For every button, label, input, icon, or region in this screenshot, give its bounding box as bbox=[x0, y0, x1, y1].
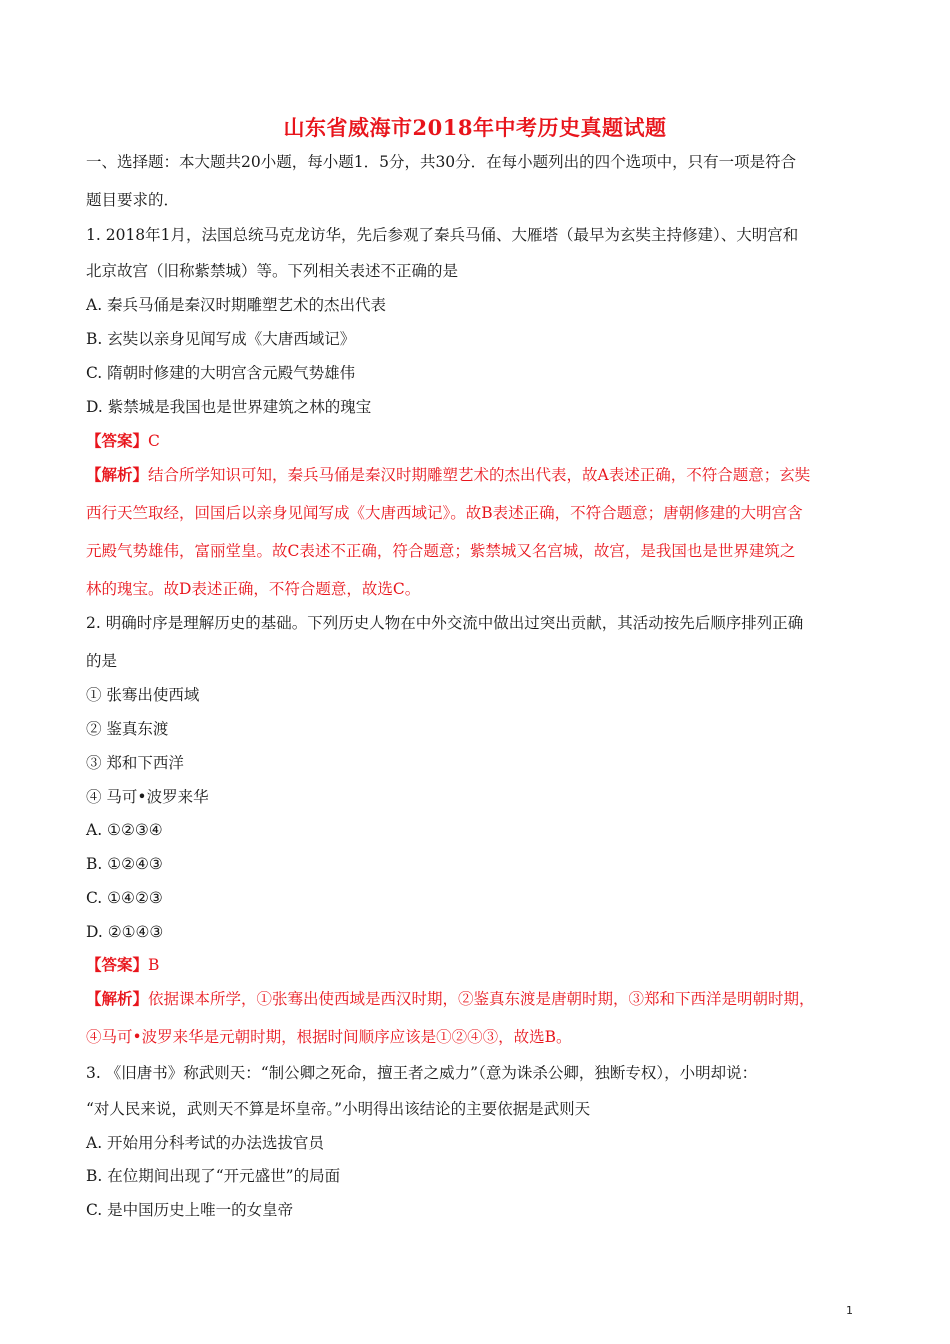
question-1-option-d: D. 紫禁城是我国也是世界建筑之林的瑰宝 bbox=[86, 398, 372, 416]
question-2-option-c: C. ①④②③ bbox=[86, 889, 163, 907]
question-2-item-4: ④ 马可•波罗来华 bbox=[86, 788, 209, 806]
question-1-stem-line-1: 1. 2018年1月，法国总统马克龙访华，先后参观了秦兵马俑、大雁塔（最早为玄奘主持修建）、大明宫和 bbox=[86, 226, 799, 244]
analysis-label: 【解析】 bbox=[86, 989, 149, 1008]
question-1-option-a: A. 秦兵马俑是秦汉时期雕塑艺术的杰出代表 bbox=[86, 296, 387, 314]
question-2-answer bbox=[86, 955, 159, 975]
question-2-option-a: A. ①②③④ bbox=[86, 821, 163, 839]
question-3-option-a: A. 开始用分科考试的办法选拔官员 bbox=[86, 1134, 325, 1152]
question-2-stem-line-1: 2. 明确时序是理解历史的基础。下列历史人物在中外交流中做出过突出贡献，其活动按先后顺序排列正确 bbox=[86, 614, 804, 632]
question-1-option-c: C. 隋朝时修建的大明宫含元殿气势雄伟 bbox=[86, 364, 356, 382]
document-title: 山东省威海市2018年中考历史真题试题 bbox=[283, 115, 667, 140]
answer-value: C bbox=[148, 432, 160, 450]
question-2-analysis-line-2: ④马可•波罗来华是元朝时期，根据时间顺序应该是①②④③，故选B。 bbox=[86, 1028, 572, 1046]
question-1-analysis-line-3: 元殿气势雄伟，富丽堂皇。故C表述不正确，符合题意；紫禁城又名宫城，故宫，是我国也是世界建筑之 bbox=[86, 542, 796, 560]
question-2-stem-line-2: 的是 bbox=[86, 652, 118, 670]
question-2-item-1: ① 张骞出使西域 bbox=[86, 686, 200, 704]
question-2-option-d: D. ②①④③ bbox=[86, 923, 164, 941]
question-1-answer bbox=[86, 431, 160, 451]
question-2-analysis-line-1 bbox=[86, 989, 815, 1009]
question-1-analysis-line-2: 西行天竺取经，回国后以亲身见闻写成《大唐西域记》。故B表述正确，不符合题意；唐朝修建的大明宫含 bbox=[86, 504, 803, 522]
question-2-option-b: B. ①②④③ bbox=[86, 855, 163, 873]
question-1-analysis-line-1 bbox=[86, 465, 810, 485]
question-1-analysis-line-4: 林的瑰宝。故D表述正确，不符合题意，故选C。 bbox=[86, 580, 421, 598]
question-1-stem-line-2: 北京故宫（旧称紫禁城）等。下列相关表述不正确的是 bbox=[86, 262, 459, 280]
question-3-option-b: B. 在位期间出现了“开元盛世”的局面 bbox=[86, 1167, 341, 1185]
question-2-item-3: ③ 郑和下西洋 bbox=[86, 754, 184, 772]
analysis-text: 结合所学知识可知，秦兵马俑是秦汉时期雕塑艺术的杰出代表，故A表述正确，不符合题意；玄奘 bbox=[148, 466, 811, 484]
section-intro-line-1: 一、选择题：本大题共20小题，每小题1．5分，共30分．在每小题列出的四个选项中，只有一项是符合 bbox=[86, 153, 797, 171]
question-1-option-b: B. 玄奘以亲身见闻写成《大唐西域记》 bbox=[86, 330, 356, 348]
question-3-stem-line-2: “对人民来说，武则天不算是坏皇帝。”小明得出该结论的主要依据是武则天 bbox=[86, 1100, 591, 1118]
answer-label: 【答案】 bbox=[86, 955, 149, 974]
analysis-label: 【解析】 bbox=[86, 465, 149, 484]
question-3-option-c: C. 是中国历史上唯一的女皇帝 bbox=[86, 1201, 294, 1219]
analysis-text: 依据课本所学，①张骞出使西域是西汉时期，②鉴真东渡是唐朝时期，③郑和下西洋是明朝时期， bbox=[148, 990, 815, 1008]
question-3-stem-line-1: 3. 《旧唐书》称武则天：“制公卿之死命，擅王者之威力”（意为诛杀公卿，独断专权），小明却说： bbox=[86, 1064, 758, 1082]
answer-label: 【答案】 bbox=[86, 431, 149, 450]
question-2-item-2: ② 鉴真东渡 bbox=[86, 720, 169, 738]
page-number: 1 bbox=[846, 1304, 853, 1317]
section-intro-line-2: 题目要求的． bbox=[86, 191, 180, 209]
answer-value: B bbox=[148, 956, 160, 974]
